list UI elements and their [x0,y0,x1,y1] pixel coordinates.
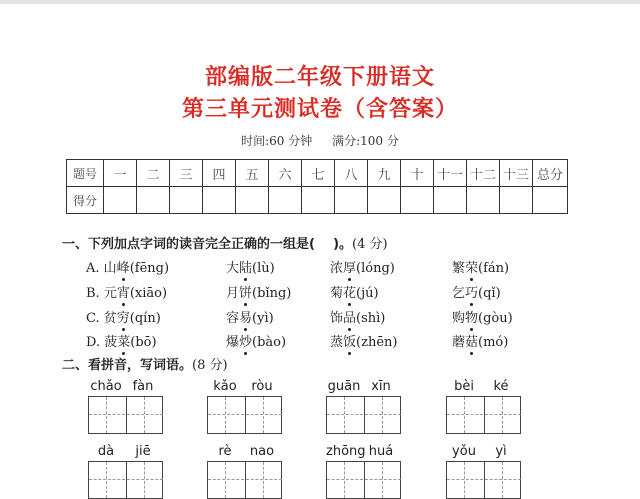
writing-cell[interactable] [245,397,282,433]
writing-cell[interactable] [484,462,521,498]
question-2-text: 二、看拼音，写词语。 [62,358,193,373]
pinyin-reading: (xiāo) [129,286,168,301]
pinyin-syllable: xīn [371,379,391,394]
writing-cell[interactable] [245,462,282,498]
guide-line [327,414,363,415]
score-row-label: 题号 [67,160,104,187]
score-col: 七 [302,160,335,187]
pinyin-syllable: dà [97,444,115,459]
score-cell[interactable] [500,187,533,214]
emphasized-char: 菇 [465,335,479,350]
word-char: 蘑 [452,335,466,350]
pinyin-syllable: yì [495,444,507,459]
score-col: 一 [104,160,137,187]
page-top-edge [0,0,640,4]
answer-blank[interactable] [315,237,333,252]
writing-cell[interactable] [89,462,125,498]
pinyin-syllable: nao [249,444,275,459]
word-char: 菊 [330,286,344,301]
guide-line [106,397,107,433]
emphasized-char: 荣 [465,261,479,276]
guide-line [144,397,145,433]
guide-line [464,462,465,498]
document-title-line1: 部编版二年级下册语文 [204,65,435,90]
pinyin-syllable: bèi [454,379,474,394]
pinyin-syllable: guān [327,379,361,394]
writing-box[interactable] [446,396,521,434]
emphasized-char: 穷 [116,311,130,326]
option-c-item [86,307,161,326]
option-a-item [226,257,275,276]
score-col: 八 [335,160,368,187]
score-cell[interactable] [203,187,236,214]
score-table-score-row [67,187,568,214]
pinyin-reading: (bō) [130,335,157,350]
score-cell[interactable] [104,187,137,214]
score-table [66,159,568,214]
word-char: 贫 [103,311,117,326]
question-2-title [62,354,228,373]
option-label: B. [86,286,104,301]
score-col: 十一 [434,160,467,187]
emphasized-char: 饭 [343,335,357,350]
pinyin-reading: (gòu) [478,311,513,326]
question-2-score: (8 分) [192,358,228,373]
pinyin-syllable: jiē [135,444,151,459]
guide-line [208,414,244,415]
score-cell[interactable] [368,187,401,214]
pinyin-reading: (bào) [252,335,287,350]
writing-cell[interactable] [364,462,401,498]
writing-cell[interactable] [327,462,363,498]
score-cell[interactable] [236,187,269,214]
writing-cell[interactable] [208,397,244,433]
pinyin-reading: (fēng) [129,261,170,276]
score-col: 九 [368,160,401,187]
guide-line [502,462,503,498]
writing-cell[interactable] [364,397,401,433]
option-d-item [330,331,397,350]
score-col: 四 [203,160,236,187]
emphasized-char: 易 [239,311,253,326]
emphasized-char: 品 [343,311,357,326]
option-d-item [452,331,508,350]
emphasized-char: 峰 [116,261,130,276]
pinyin-syllable: zhōng [326,444,366,459]
option-b-item [452,282,501,301]
option-a-item [452,257,509,276]
guide-line [447,414,483,415]
word-char: 购 [452,311,466,326]
guide-line [382,462,383,498]
exam-meta [0,132,640,149]
emphasized-char: 花 [343,286,357,301]
word-char: 蒸 [330,335,344,350]
score-col: 十 [401,160,434,187]
score-cell[interactable] [170,187,203,214]
pinyin-syllable: fàn [132,379,154,394]
option-b-item [86,282,167,301]
exam-full-score: 满分:100 分 [332,134,399,148]
pinyin-reading: (qǐ) [478,286,501,301]
document-title-line2: 第三单元测试卷（含答案） [181,97,458,122]
emphasized-char: 饼 [239,286,253,301]
option-label: C. [86,311,104,326]
writing-cell[interactable] [208,462,244,498]
word-char: 月 [226,286,240,301]
pinyin-reading: (zhēn) [356,335,398,350]
guide-line [344,397,345,433]
pinyin-syllable: chǎo [90,379,122,394]
emphasized-char: 炒 [239,335,253,350]
option-d-item [86,331,157,350]
guide-line [382,397,383,433]
option-label: A. [86,261,104,276]
option-b-item [226,282,291,301]
score-cell[interactable] [302,187,335,214]
writing-box[interactable] [326,461,401,499]
exam-time: 时间:60 分钟 [241,134,313,148]
pinyin-reading: (lóng) [356,261,395,276]
writing-box[interactable] [207,396,282,434]
pinyin-reading: (lù) [252,261,275,276]
pinyin-reading: (shì) [356,311,386,326]
word-char: 菠 [104,335,118,350]
pinyin-reading: (jú) [356,286,379,301]
guide-line [365,414,401,415]
pinyin-reading: (fán) [478,261,510,276]
pinyin-reading: (qín) [129,311,161,326]
score-col: 二 [137,160,170,187]
score-cell[interactable] [335,187,368,214]
pinyin-syllable: yǒu [452,444,476,459]
word-char: 乞 [452,286,466,301]
pinyin-reading: (mó) [478,335,509,350]
word-char: 繁 [452,261,466,276]
guide-line [263,397,264,433]
word-char: 浓 [330,261,344,276]
guide-line [344,462,345,498]
score-col: 五 [236,160,269,187]
word-char: 大 [226,261,240,276]
guide-line [127,414,163,415]
score-col: 十二 [467,160,500,187]
word-char: 爆 [226,335,240,350]
emphasized-char: 巧 [465,286,479,301]
score-col: 三 [170,160,203,187]
word-char: 饰 [330,311,344,326]
score-cell[interactable] [137,187,170,214]
option-c-item [226,307,274,326]
guide-line [225,397,226,433]
question-1-score: (4 分) [352,237,388,252]
writing-box[interactable] [207,461,282,499]
emphasized-char: 宵 [116,286,130,301]
score-col: 六 [269,160,302,187]
writing-cell[interactable] [89,397,125,433]
writing-cell[interactable] [484,397,521,433]
option-label: D. [86,335,105,350]
score-row-label: 得分 [67,187,104,214]
guide-line [246,414,282,415]
emphasized-char: 陆 [239,261,253,276]
score-cell[interactable] [401,187,434,214]
pinyin-reading: (yì) [252,311,274,326]
pinyin-syllable: rè [218,444,232,459]
score-cell[interactable] [269,187,302,214]
word-char: 山 [103,261,117,276]
option-b-item [330,282,379,301]
guide-line [89,414,125,415]
pinyin-syllable: ké [493,379,509,394]
emphasized-char: 物 [465,311,479,326]
writing-cell[interactable] [327,397,363,433]
writing-cell[interactable] [126,462,163,498]
question-1-title [62,233,388,252]
writing-cell[interactable] [447,397,483,433]
option-c-item [452,307,513,326]
writing-box[interactable] [88,461,163,499]
writing-cell[interactable] [126,397,163,433]
option-a-item [86,257,169,276]
writing-box[interactable] [88,396,163,434]
guide-line [263,462,264,498]
option-c-item [330,307,385,326]
writing-box[interactable] [326,396,401,434]
pinyin-syllable: ròu [251,379,273,394]
emphasized-char: 菜 [117,335,131,350]
guide-line [225,462,226,498]
pinyin-syllable: huá [368,444,394,459]
question-1-text: 一、下列加点字词的读音完全正确的一组是( [62,237,315,252]
writing-box[interactable] [446,461,521,499]
guide-line [106,462,107,498]
guide-line [502,397,503,433]
score-cell[interactable] [434,187,467,214]
word-char: 元 [103,286,117,301]
option-d-item [226,331,286,350]
score-cell[interactable] [467,187,500,214]
emphasized-char: 厚 [343,261,357,276]
word-char: 容 [226,311,240,326]
option-a-item [330,257,395,276]
guide-line [485,414,521,415]
writing-cell[interactable] [447,462,483,498]
guide-line [464,397,465,433]
pinyin-syllable: kǎo [213,379,237,394]
score-table-header-row [67,160,568,187]
score-col: 十三 [500,160,533,187]
score-col-total: 总分 [533,160,568,187]
pinyin-reading: (bǐng) [252,286,292,301]
question-1-text-end: )。 [333,237,353,252]
score-cell[interactable] [533,187,568,214]
guide-line [144,462,145,498]
